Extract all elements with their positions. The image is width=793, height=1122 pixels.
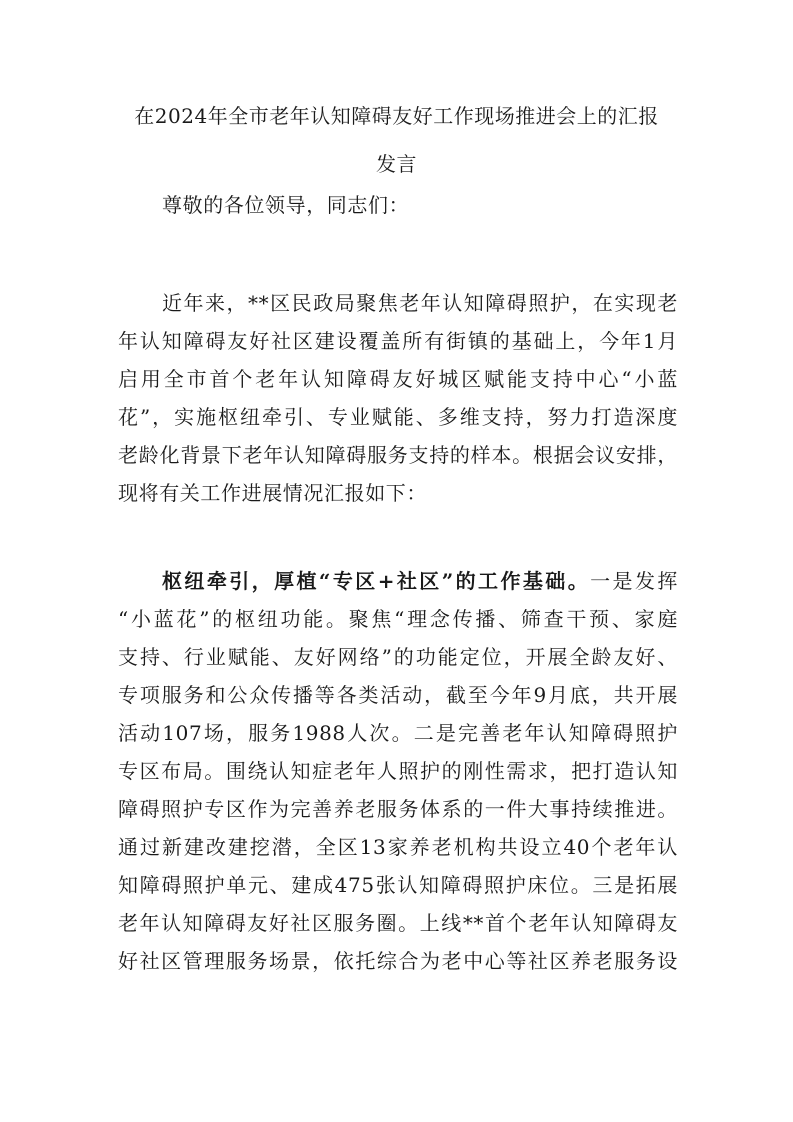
para2-line: 专项服务和公众传播等各类活动，截至今年9月底，共开展 [118,683,678,707]
para2-line: 好社区管理服务场景，依托综合为老中心等社区养老服务设 [118,949,678,973]
para2-line: 专区布局。围绕认知症老年人照护的刚性需求，把打造认知 [118,759,678,783]
para2-first-rest: 一是发挥 [590,569,678,593]
para1-line: 启用全市首个老年认知障碍友好城区赋能支持中心“小蓝 [118,367,678,391]
document-title [110,92,683,188]
para2-line: 知障碍照护单元、建成475张认知障碍照护床位。三是拓展 [118,873,678,897]
para2-line: 通过新建改建挖潜，全区13家养老机构共设立40个老年认 [118,835,678,859]
para1-line: 年认知障碍友好社区建设覆盖所有街镇的基础上，今年1月 [118,329,678,353]
para2-line: “小蓝花”的枢纽功能。聚焦“理念传播、筛查干预、家庭 [118,607,678,631]
para2-first-line [162,564,678,598]
para2-line: 障碍照护专区作为完善养老服务体系的一件大事持续推进。 [118,797,678,821]
para2-line: 活动107场，服务1988人次。二是完善老年认知障碍照护 [118,721,678,745]
salutation: 尊敬的各位领导，同志们： [162,193,410,217]
para2-line: 支持、行业赋能、友好网络”的功能定位，开展全龄友好、 [118,645,678,669]
section-heading: 枢纽牵引，厚植“专区+社区”的工作基础。 [162,569,591,593]
para1-line: 近年来，**区民政局聚焦老年认知障碍照护，在实现老 [162,291,678,315]
para1-line: 现将有关工作进展情况汇报如下： [118,481,427,505]
title-line-2: 发言 [376,152,417,176]
para1-line: 花”，实施枢纽牵引、专业赋能、多维支持，努力打造深度 [118,405,678,429]
para2-line: 老年认知障碍友好社区服务圈。上线**首个老年认知障碍友 [118,911,678,935]
para1-line: 老龄化背景下老年认知障碍服务支持的样本。根据会议安排， [118,443,678,467]
title-line-1: 在2024年全市老年认知障碍友好工作现场推进会上的汇报 [134,104,659,128]
